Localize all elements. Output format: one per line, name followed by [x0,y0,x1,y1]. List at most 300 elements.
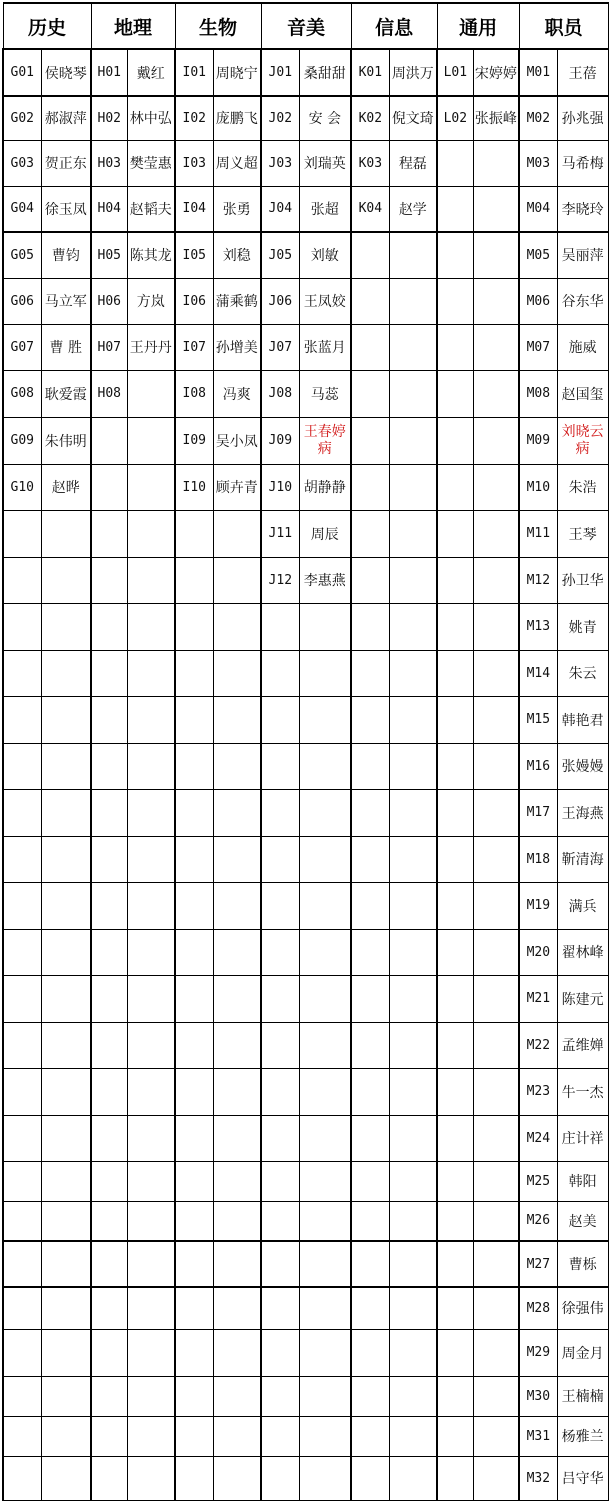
table-row [3,1161,608,1201]
staff-code-cell [351,1201,389,1241]
staff-name-cell: 徐玉凤 [41,186,91,232]
staff-code-cell [351,278,389,324]
staff-name-cell [473,278,519,324]
staff-code-cell [175,1241,213,1287]
staff-name-cell [299,1241,351,1287]
staff-code-cell [175,1329,213,1376]
staff-code-cell: M09 [519,417,557,464]
staff-name-cell [389,1068,437,1115]
staff-code-cell: M26 [519,1201,557,1241]
staff-name-cell [41,929,91,975]
column-header: 职员 [519,3,608,49]
staff-name-cell [389,510,437,557]
staff-name-cell: 马立军 [41,278,91,324]
staff-code-cell [437,1287,473,1329]
staff-name-cell: 赵美 [557,1201,608,1241]
table-row [3,1287,608,1329]
staff-code-cell: I01 [175,49,213,96]
staff-name-cell [299,929,351,975]
table-row [3,232,608,278]
staff-name-cell: 杨雅兰 [557,1416,608,1456]
staff-name-cell [299,836,351,882]
staff-code-cell [351,1329,389,1376]
staff-code-cell [261,975,299,1022]
staff-code-cell [175,510,213,557]
table-row [3,417,608,464]
staff-name-cell [213,1161,261,1201]
staff-code-cell: G07 [3,324,41,370]
staff-name-cell: 安 会 [299,96,351,140]
staff-code-cell [437,743,473,789]
table-row [3,929,608,975]
staff-name-cell: 赵国玺 [557,370,608,417]
staff-code-cell: I07 [175,324,213,370]
staff-name-cell [213,789,261,836]
table-row [3,1068,608,1115]
staff-code-cell [351,929,389,975]
staff-name-cell [473,1329,519,1376]
staff-code-cell [261,1022,299,1068]
staff-code-cell [3,1115,41,1161]
staff-name-cell [473,510,519,557]
column-header: 地理 [91,3,175,49]
staff-code-cell [91,1068,127,1115]
staff-name-cell [213,557,261,603]
staff-name-cell [213,1287,261,1329]
staff-code-cell [261,603,299,650]
table-row [3,1376,608,1416]
staff-code-cell [175,696,213,743]
table-row [3,650,608,696]
staff-code-cell [3,882,41,929]
staff-name-cell [41,650,91,696]
staff-name-cell: 张振峰 [473,96,519,140]
staff-name-cell: 孙增美 [213,324,261,370]
staff-code-cell [91,1201,127,1241]
staff-code-cell: G03 [3,140,41,186]
staff-name-cell [473,1161,519,1201]
staff-code-cell: I10 [175,464,213,510]
staff-code-cell: M32 [519,1456,557,1500]
staff-code-cell [91,975,127,1022]
staff-code-cell: M06 [519,278,557,324]
staff-name-cell: 刘瑞英 [299,140,351,186]
staff-code-cell: M30 [519,1376,557,1416]
staff-name-cell [127,1115,175,1161]
staff-name-cell [389,1241,437,1287]
staff-name-cell [473,1456,519,1500]
staff-code-cell [437,370,473,417]
staff-name-cell: 李晓玲 [557,186,608,232]
staff-code-cell [351,324,389,370]
staff-code-cell: M28 [519,1287,557,1329]
staff-code-cell [437,789,473,836]
staff-name-cell [213,743,261,789]
staff-name-cell [389,836,437,882]
table-row [3,882,608,929]
staff-name-cell: 王蓓 [557,49,608,96]
staff-name-cell [473,650,519,696]
staff-name-cell: 牛一杰 [557,1068,608,1115]
column-header: 生物 [175,3,261,49]
staff-code-cell: I09 [175,417,213,464]
staff-name-cell [473,140,519,186]
staff-code-cell: M04 [519,186,557,232]
staff-name-cell [473,1376,519,1416]
staff-name-cell [127,557,175,603]
staff-code-cell [91,1115,127,1161]
staff-name-cell [41,510,91,557]
staff-code-cell [91,743,127,789]
table-row [3,975,608,1022]
staff-name-cell: 朱云 [557,650,608,696]
staff-code-cell [3,1068,41,1115]
staff-name-cell: 王海燕 [557,789,608,836]
staff-code-cell [437,278,473,324]
staff-name-cell [389,650,437,696]
staff-name-cell [213,1456,261,1500]
staff-code-cell: G01 [3,49,41,96]
staff-code-cell [3,743,41,789]
staff-code-cell: M29 [519,1329,557,1376]
staff-name-cell: 庄计祥 [557,1115,608,1161]
staff-name-cell [389,1376,437,1416]
staff-code-cell: G06 [3,278,41,324]
staff-code-cell: M05 [519,232,557,278]
staff-code-cell: M01 [519,49,557,96]
staff-code-cell [261,836,299,882]
staff-code-cell: K02 [351,96,389,140]
staff-code-cell: I05 [175,232,213,278]
staff-code-cell [175,557,213,603]
staff-code-cell [437,1161,473,1201]
staff-name-cell: 林中弘 [127,96,175,140]
staff-code-cell [91,1022,127,1068]
staff-name-cell [213,929,261,975]
staff-code-cell [175,1115,213,1161]
staff-name-cell [41,1201,91,1241]
staff-code-cell [437,324,473,370]
staff-code-cell [175,975,213,1022]
staff-code-cell: J09 [261,417,299,464]
staff-name-cell [473,186,519,232]
staff-roster-table [2,2,609,1501]
staff-code-cell [175,929,213,975]
staff-name-cell: 周晓宁 [213,49,261,96]
staff-code-cell [261,1456,299,1500]
staff-name-cell [41,789,91,836]
staff-name-cell [473,975,519,1022]
staff-code-cell [3,1456,41,1500]
staff-code-cell [175,1161,213,1201]
table-row [3,1416,608,1456]
staff-code-cell: G04 [3,186,41,232]
staff-code-cell [437,186,473,232]
staff-code-cell [437,882,473,929]
staff-name-cell [41,1416,91,1456]
table-row [3,696,608,743]
staff-name-cell [127,464,175,510]
staff-name-cell [473,836,519,882]
staff-name-cell [127,1376,175,1416]
staff-name-cell [127,1329,175,1376]
staff-code-cell [91,464,127,510]
staff-code-cell [261,882,299,929]
staff-code-cell [437,975,473,1022]
staff-name-cell [41,1287,91,1329]
staff-name-cell [389,1329,437,1376]
staff-name-cell: 陈其龙 [127,232,175,278]
staff-code-cell [437,510,473,557]
staff-code-cell [3,696,41,743]
staff-name-cell: 周洪万 [389,49,437,96]
staff-name-cell: 郝淑萍 [41,96,91,140]
staff-code-cell [351,417,389,464]
staff-code-cell [351,557,389,603]
staff-code-cell [3,510,41,557]
staff-code-cell: J11 [261,510,299,557]
staff-code-cell: H02 [91,96,127,140]
staff-name-cell: 王凤姣 [299,278,351,324]
staff-name-cell: 韩阳 [557,1161,608,1201]
staff-code-cell: L01 [437,49,473,96]
staff-name-cell [127,1241,175,1287]
staff-code-cell [3,1241,41,1287]
staff-code-cell [437,417,473,464]
staff-code-cell [3,1329,41,1376]
staff-code-cell [91,836,127,882]
staff-name-cell [473,464,519,510]
staff-code-cell [175,836,213,882]
staff-name-cell: 刘稳 [213,232,261,278]
staff-code-cell: J12 [261,557,299,603]
staff-name-cell [213,510,261,557]
staff-name-cell: 满兵 [557,882,608,929]
staff-code-cell [175,1416,213,1456]
staff-name-cell: 曹钧 [41,232,91,278]
staff-name-cell [127,1068,175,1115]
staff-code-cell: M03 [519,140,557,186]
column-header: 历史 [3,3,91,49]
staff-code-cell [351,510,389,557]
staff-name-cell [389,975,437,1022]
staff-name-cell [299,1329,351,1376]
staff-name-cell: 周金月 [557,1329,608,1376]
staff-code-cell: M15 [519,696,557,743]
staff-name-cell [389,278,437,324]
staff-name-cell [41,603,91,650]
staff-name-cell [213,1416,261,1456]
staff-code-cell [437,1115,473,1161]
staff-code-cell: H05 [91,232,127,278]
staff-code-cell: M16 [519,743,557,789]
header-row [3,3,608,49]
staff-name-cell [389,1115,437,1161]
staff-code-cell [351,1115,389,1161]
staff-code-cell: I04 [175,186,213,232]
staff-code-cell: M31 [519,1416,557,1456]
staff-name-cell: 刘晓云病 [557,417,608,464]
staff-name-cell: 陈建元 [557,975,608,1022]
staff-name-cell: 张勇 [213,186,261,232]
staff-code-cell: G09 [3,417,41,464]
staff-code-cell: H07 [91,324,127,370]
staff-name-cell: 靳清海 [557,836,608,882]
staff-name-cell: 马蕊 [299,370,351,417]
staff-code-cell [261,1115,299,1161]
staff-name-cell: 翟林峰 [557,929,608,975]
staff-name-cell [473,929,519,975]
staff-code-cell [3,975,41,1022]
staff-name-cell: 赵学 [389,186,437,232]
table-row [3,557,608,603]
staff-code-cell [437,464,473,510]
staff-code-cell [3,1022,41,1068]
staff-name-cell: 韩艳君 [557,696,608,743]
staff-name-cell: 孟维婵 [557,1022,608,1068]
staff-code-cell [261,1241,299,1287]
staff-code-cell [351,370,389,417]
staff-code-cell [437,1456,473,1500]
staff-code-cell [437,557,473,603]
staff-name-cell: 顾卉青 [213,464,261,510]
staff-code-cell [3,650,41,696]
staff-name-cell: 王琴 [557,510,608,557]
staff-code-cell [91,1161,127,1201]
staff-name-cell [41,882,91,929]
staff-name-cell [41,1161,91,1201]
table-row [3,278,608,324]
staff-name-cell: 马希梅 [557,140,608,186]
staff-name-cell [473,789,519,836]
staff-name-cell [389,789,437,836]
staff-name-cell [41,975,91,1022]
staff-name-cell [299,1376,351,1416]
staff-code-cell [175,650,213,696]
staff-name-cell: 赵晔 [41,464,91,510]
staff-name-cell: 贺正东 [41,140,91,186]
staff-code-cell: H03 [91,140,127,186]
staff-code-cell: M19 [519,882,557,929]
staff-code-cell [91,417,127,464]
staff-code-cell: J08 [261,370,299,417]
staff-name-cell [213,1329,261,1376]
staff-code-cell [261,1329,299,1376]
staff-name-cell: 朱伟明 [41,417,91,464]
staff-name-cell [389,1287,437,1329]
staff-code-cell: J07 [261,324,299,370]
staff-code-cell [261,743,299,789]
staff-code-cell: M27 [519,1241,557,1287]
staff-name-cell [299,1068,351,1115]
staff-code-cell [351,743,389,789]
staff-code-cell: H01 [91,49,127,96]
staff-code-cell [3,836,41,882]
column-header: 通用 [437,3,519,49]
staff-code-cell [175,743,213,789]
table-row [3,140,608,186]
staff-name-cell: 侯晓琴 [41,49,91,96]
staff-code-cell [351,232,389,278]
staff-name-cell: 张超 [299,186,351,232]
staff-name-cell: 程磊 [389,140,437,186]
staff-name-cell: 周辰 [299,510,351,557]
staff-name-cell: 施威 [557,324,608,370]
staff-name-cell: 王楠楠 [557,1376,608,1416]
staff-code-cell [437,1376,473,1416]
staff-code-cell: J02 [261,96,299,140]
staff-code-cell [175,603,213,650]
staff-name-cell [127,1287,175,1329]
staff-code-cell [261,650,299,696]
staff-name-cell: 吴丽萍 [557,232,608,278]
staff-name-cell: 谷东华 [557,278,608,324]
staff-name-cell: 张蓝月 [299,324,351,370]
staff-code-cell [261,1161,299,1201]
staff-name-cell [127,603,175,650]
staff-code-cell: K04 [351,186,389,232]
staff-name-cell [299,1115,351,1161]
table-row [3,1115,608,1161]
staff-code-cell [91,1376,127,1416]
staff-name-cell [213,1376,261,1416]
staff-name-cell [473,882,519,929]
staff-code-cell [351,789,389,836]
staff-name-cell [213,650,261,696]
staff-code-cell: J06 [261,278,299,324]
staff-code-cell: M23 [519,1068,557,1115]
staff-name-cell [389,464,437,510]
staff-name-cell [213,1201,261,1241]
staff-code-cell: H08 [91,370,127,417]
staff-name-cell: 胡静静 [299,464,351,510]
staff-name-cell: 朱浩 [557,464,608,510]
staff-code-cell [351,1241,389,1287]
staff-code-cell: M10 [519,464,557,510]
staff-name-cell: 吕守华 [557,1456,608,1500]
staff-name-cell: 桑甜甜 [299,49,351,96]
staff-code-cell [91,696,127,743]
staff-code-cell: M21 [519,975,557,1022]
staff-code-cell [351,1068,389,1115]
staff-code-cell: K03 [351,140,389,186]
staff-code-cell [91,882,127,929]
staff-code-cell: I02 [175,96,213,140]
staff-name-cell [389,1161,437,1201]
staff-code-cell [261,1287,299,1329]
staff-name-cell [213,882,261,929]
staff-code-cell [91,1456,127,1500]
table-row [3,1201,608,1241]
staff-code-cell: M08 [519,370,557,417]
staff-name-cell [473,696,519,743]
staff-code-cell [437,696,473,743]
staff-name-cell: 冯爽 [213,370,261,417]
staff-code-cell [351,1456,389,1500]
staff-code-cell [351,1022,389,1068]
staff-name-cell [41,1068,91,1115]
roster-body [3,49,608,1500]
staff-name-cell: 宋婷婷 [473,49,519,96]
staff-name-cell [473,1287,519,1329]
table-row [3,836,608,882]
staff-name-cell [389,743,437,789]
staff-code-cell [175,1456,213,1500]
staff-name-cell [127,510,175,557]
staff-code-cell: J05 [261,232,299,278]
staff-name-cell [41,557,91,603]
staff-name-cell: 孙卫华 [557,557,608,603]
